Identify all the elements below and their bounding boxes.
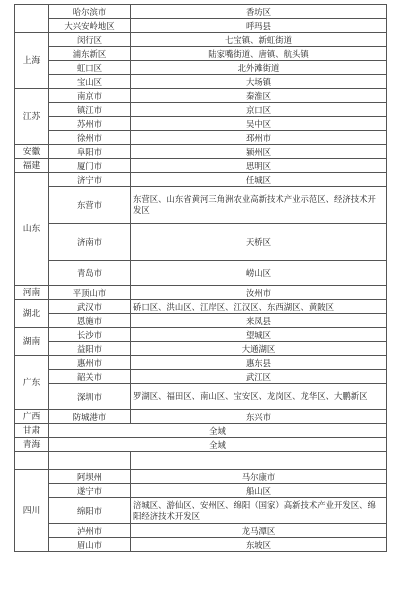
table-row [15,410,387,424]
city-cell: 虹口区 [49,61,131,75]
city-cell: 遂宁市 [49,484,131,498]
city-cell: 青岛市 [49,261,131,286]
table-row [15,159,387,173]
table-row [15,89,387,103]
city-cell: 韶关市 [49,370,131,384]
area-cell: 陆家嘴街道、唐镇、航头镇 [131,47,387,61]
area-cell: 秦淮区 [131,89,387,103]
table-row [15,370,387,384]
province-cell: 安徽 [15,145,49,159]
table-row [15,187,387,224]
area-cell: 汝州市 [131,286,387,300]
province-cell [15,5,49,33]
area-cell: 硚口区、洪山区、江岸区、江汉区、东西湖区、黄陂区 [131,300,387,314]
province-cell: 福建 [15,159,49,173]
city-cell: 益阳市 [49,342,131,356]
area-cell: 船山区 [131,484,387,498]
table-row [15,224,387,261]
table-row [15,103,387,117]
city-cell: 绵阳市 [49,498,131,524]
area-cell: 天桥区 [131,224,387,261]
city-cell: 闵行区 [49,33,131,47]
table-row [15,498,387,524]
province-cell: 山东 [15,173,49,286]
city-cell: 哈尔滨市 [49,5,131,19]
table-row [15,328,387,342]
table-row [15,61,387,75]
table-row [15,131,387,145]
city-cell: 东营市 [49,187,131,224]
province-cell: 江苏 [15,89,49,145]
area-cell: 七宝镇、新虹街道 [131,33,387,47]
area-cell: 京口区 [131,103,387,117]
city-cell: 镇江市 [49,103,131,117]
table-row [15,75,387,89]
table-row [15,384,387,410]
area-cell: 北外滩街道 [131,61,387,75]
city-cell: 厦门市 [49,159,131,173]
whole-region-cell: 全域 [49,424,387,438]
table-row [15,424,387,438]
city-cell: 阜阳市 [49,145,131,159]
area-cell: 罗湖区、福田区、南山区、宝安区、龙岗区、龙华区、大鹏新区 [131,384,387,410]
area-cell: 颍州区 [131,145,387,159]
area-cell: 望城区 [131,328,387,342]
city-cell: 济宁市 [49,173,131,187]
city-cell: 平顶山市 [49,286,131,300]
table-row [15,438,387,452]
area-cell: 东营区、山东省黄河三角洲农业高新技术产业示范区、经济技术开发区 [131,187,387,224]
whole-region-cell: 全域 [49,438,387,452]
area-cell: 马尔康市 [131,470,387,484]
province-cell: 湖北 [15,300,49,328]
city-cell: 浦东新区 [49,47,131,61]
table-row [15,538,387,552]
province-cell: 四川 [15,470,49,552]
table-row [15,33,387,47]
region-table [14,4,387,552]
area-cell: 东兴市 [131,410,387,424]
table-row [15,300,387,314]
table-row [15,452,387,470]
city-cell: 南京市 [49,89,131,103]
province-cell: 湖南 [15,328,49,356]
empty-cell [15,452,49,470]
province-cell: 广西 [15,410,49,424]
area-cell: 来凤县 [131,314,387,328]
province-cell: 河南 [15,286,49,300]
table-row [15,261,387,286]
area-cell: 吴中区 [131,117,387,131]
table-row [15,314,387,328]
table-row [15,524,387,538]
table-row [15,286,387,300]
province-cell: 青海 [15,438,49,452]
city-cell: 济南市 [49,224,131,261]
region-table-container [14,4,387,552]
city-cell: 防城港市 [49,410,131,424]
table-row [15,145,387,159]
area-cell: 涪城区、游仙区、安州区、绵阳（国家）高新技术产业开发区、绵阳经济技术开发区 [131,498,387,524]
table-row [15,356,387,370]
city-cell: 长沙市 [49,328,131,342]
province-cell: 广东 [15,356,49,410]
area-cell: 邳州市 [131,131,387,145]
city-cell: 武汉市 [49,300,131,314]
province-cell: 上海 [15,33,49,89]
city-cell: 阿坝州 [49,470,131,484]
table-row [15,5,387,19]
city-cell: 惠州市 [49,356,131,370]
city-cell: 苏州市 [49,117,131,131]
empty-cell [131,452,387,470]
area-cell: 香坊区 [131,5,387,19]
area-cell: 思明区 [131,159,387,173]
area-cell: 任城区 [131,173,387,187]
table-row [15,173,387,187]
table-row [15,47,387,61]
table-row [15,117,387,131]
table-row [15,470,387,484]
city-cell: 恩施市 [49,314,131,328]
area-cell: 大场镇 [131,75,387,89]
table-row [15,19,387,33]
city-cell: 泸州市 [49,524,131,538]
city-cell: 徐州市 [49,131,131,145]
city-cell: 眉山市 [49,538,131,552]
area-cell: 呼玛县 [131,19,387,33]
table-row [15,484,387,498]
area-cell: 惠东县 [131,356,387,370]
empty-cell [49,452,131,470]
province-cell: 甘肃 [15,424,49,438]
city-cell: 大兴安岭地区 [49,19,131,33]
area-cell: 大通湖区 [131,342,387,356]
area-cell: 武江区 [131,370,387,384]
area-cell: 东坡区 [131,538,387,552]
area-cell: 龙马潭区 [131,524,387,538]
city-cell: 深圳市 [49,384,131,410]
area-cell: 崂山区 [131,261,387,286]
table-row [15,342,387,356]
city-cell: 宝山区 [49,75,131,89]
